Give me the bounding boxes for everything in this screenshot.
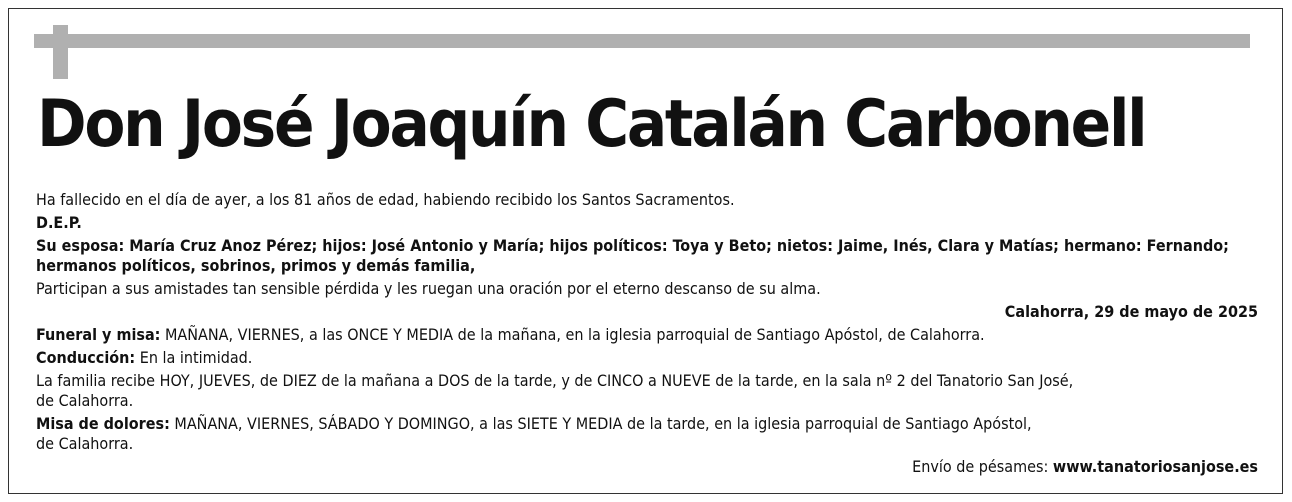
reception-text-2: de Calahorra. [36,391,134,410]
misa-dolores-text-2: de Calahorra. [36,434,134,453]
misa-dolores-text: MAÑANA, VIERNES, SÁBADO Y DOMINGO, a las SIETE Y MEDIA de la tarde, en la iglesia parroquial de Santiago Apóstol, [169,414,1032,433]
place-date: Calahorra, 29 de mayo de 2025 [1004,302,1258,321]
header-rule [82,34,1250,48]
condolences-label: Envío de pésames: [912,457,1053,476]
misa-dolores-label: Misa de dolores: [36,414,170,433]
intro-text: Ha fallecido en el día de ayer, a los 81 años de edad, habiendo recibido los Santos Sacramentos. [36,190,735,209]
condolences-line [36,457,1258,477]
obituary-card [8,8,1283,494]
dep-text: D.E.P. [36,213,82,232]
condolences-link[interactable]: www.tanatoriosanjose.es [1052,457,1258,476]
participation-text: Participan a sus amistades tan sensible pérdida y les ruegan una oración por el eterno descanso de su alma. [36,279,821,298]
obituary-body [36,190,1258,480]
reception-line [36,371,1258,411]
conduccion-line [36,348,1258,368]
conduccion-label: Conducción: [36,348,136,367]
family-text: Su esposa: María Cruz Anoz Pérez; hijos: José Antonio y María; hijos políticos: Toya y Beto; nietos: Jaime, Inés, Clara y Matías; hermano: Fernando; hermanos políticos, sobrinos, primos y demás familia, [36,236,1229,275]
misa-dolores-line [36,414,1258,454]
deceased-name: Don José Joaquín Catalán Carbonell [37,87,1146,162]
cross-icon-arm [34,34,83,48]
funeral-line [36,325,1258,345]
funeral-text: MAÑANA, VIERNES, a las ONCE Y MEDIA de la mañana, en la iglesia parroquial de Santiago Apóstol, de Calahorra. [160,325,985,344]
conduccion-text: En la intimidad. [135,348,253,367]
reception-text: La familia recibe HOY, JUEVES, de DIEZ de la mañana a DOS de la tarde, y de CINCO a NUEVE de la tarde, en la sala nº 2 del Tanatorio San José, [36,371,1074,390]
funeral-label: Funeral y misa: [36,325,161,344]
